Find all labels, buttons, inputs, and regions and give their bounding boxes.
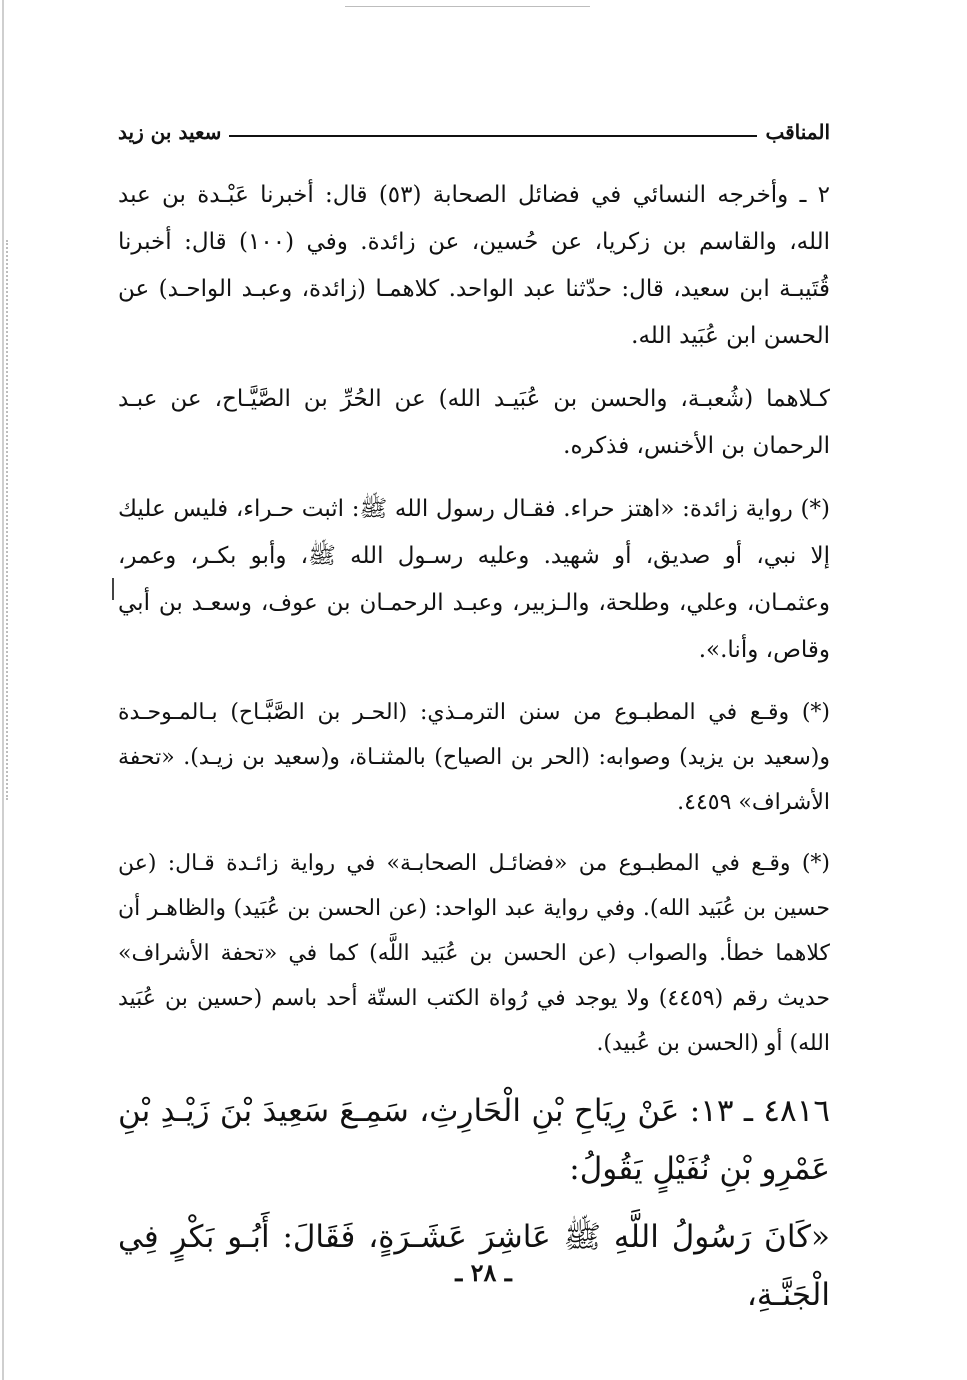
paragraph-isnad: كـلاهما (شُعبـة، والحسن بن عُبَيـد الله) عن الحُرِّ بن الصَّيَّـاح، عن عبـد الرحمان بن الأخنس، فذكره.: [118, 386, 830, 459]
note-tirmidhi-correction: (*) وقـع في المطبـوع من سنن الترمـذي: (الحـر بن الصَّبَّـاح) بـالمـوحـدة و(سعيد بن يزيد) وصوابه: (الحر بن الصياح) بالمثنـاة، و(سعيد بن زيـد). «تحفة الأشراف» ٤٤٥٩.: [118, 700, 830, 815]
paragraph-takhrij-nasai: ٢ ـ وأخرجه النسائي في فضائل الصحابة (٥٣) قال: أخبرنا عَبْـدة بن عبد الله، والقاسم بن زكريا، عن حُسين، عن زائدة. وفي (١٠٠) قال: أخبرنا قُتَيبـة ابن سعيد، قال: حدّثنا عبد الواحد. كلاهمـا (زائدة، وعبـد الواحـد) عن الحسن ابن عُبَيد الله.: [118, 182, 830, 349]
header-person-name: سعيد بن زيد: [118, 120, 222, 144]
note-zaida-narration: (*) رواية زائدة: «اهتز حراء. فقـال رسول الله ﷺ: اثبت حـراء، فليس عليك إلا نبي، أو صديق، أو شهيد. وعليه رسـول الله ﷺ، وأبو بكـر، وعمر، وعثمـان، وعلي، وطلحة، والـزبير، وعبـد الرحمـان بن عوف، وسعـد بن أبي وقاص، وأنا.».: [118, 496, 830, 663]
hadith-text: «كَانَ رَسُولُ اللَّهِ ﷺ عَاشِرَ عَشَـرَةٍ، فَقَالَ: أَبُـو بَكْرٍ فِي الْجَنَّـةِ،: [118, 1219, 830, 1313]
note-fadail-correction: (*) وقـع في المطبـوع من «فضائـل الصحابـة» في رواية زائـدة قـال: (عن حسين بن عُبَيد الله). وفي رواية عبد الواحد: (عن الحسن بن عُبَيد) والظاهـر أن كلاهما خطأ. والصواب (عن الحسن بن عُبَيد اللَّه) كما في «تحفة الأشراف» حديث رقم (٤٤٥٩) ولا يوجد في رُواة الكتب الستّة أحد باسم (حسين بن عُبَيد الله) أو (الحسن بن عُبيد).: [118, 851, 830, 1056]
header-section-title: المناقب: [765, 120, 830, 144]
margin-mark: [112, 578, 114, 600]
header-rule: [229, 135, 757, 137]
top-scan-line: [345, 6, 590, 7]
running-header: [118, 114, 830, 150]
binding-dots: [6, 240, 8, 800]
page-edge-line: [2, 0, 4, 1380]
page-body: [118, 172, 830, 1334]
page-number: ـ ٢٨ ـ: [455, 1258, 512, 1287]
hadith-heading: ٤٨١٦ ـ ١٣: عَنْ رِيَاحِ بْنِ الْحَارِثِ، سَمِـعَ سَعِيدَ بْنَ زَيْـدِ بْنِ عَمْرِو بْنِ نُفَيْلٍ يَقُولُ:: [118, 1093, 830, 1187]
